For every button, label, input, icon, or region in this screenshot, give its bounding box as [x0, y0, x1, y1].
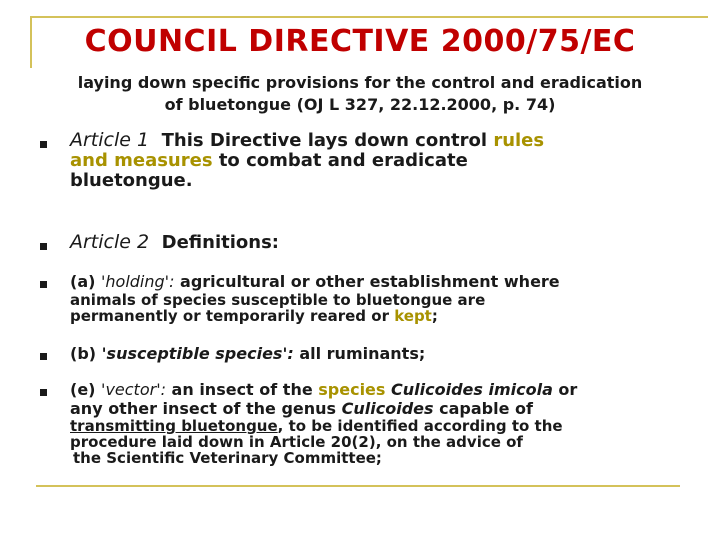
frame-bottom-line [36, 485, 680, 487]
definition-a-line-1 [70, 272, 700, 292]
definition-e-part: , to be identified according to the [277, 417, 563, 435]
definition-a-part: permanently or temporarily reared or [70, 307, 395, 325]
subtitle-line-1: laying down specific provisions for the control and eradication [77, 73, 643, 92]
definition-e-species-name: Culicoides imicola [391, 380, 553, 399]
definition-a-line-3 [70, 308, 700, 324]
page-subtitle [40, 72, 680, 116]
definition-e-line-1 [70, 380, 700, 400]
article-1-text [70, 130, 700, 191]
definition-a-highlight: kept [394, 307, 432, 325]
article-1-highlight: and measures [70, 150, 213, 171]
subtitle-line-2: of bluetongue (OJ L 327, 22.12.2000, p. 74) [164, 95, 556, 114]
definition-b-prefix: (b) [70, 344, 102, 363]
article-1-line-2 [70, 151, 700, 171]
definition-e-part: an insect of the [165, 380, 319, 399]
definition-e-genus-name: Culicoides [341, 399, 434, 418]
definition-b-term: 'susceptible species': [101, 344, 294, 363]
definition-e-line-2 [70, 400, 700, 418]
definition-e-part: transmitting bluetongue [70, 417, 278, 435]
article-2-label: Article 2 [70, 231, 150, 253]
article-1-line-3: bluetongue. [70, 170, 193, 191]
definition-e-term: 'vector': [101, 380, 166, 399]
article-2-text [70, 232, 700, 253]
definition-a-line-2: animals of species susceptible to bluetongue are [70, 291, 486, 309]
definition-e-part: or [552, 380, 578, 399]
article-1-line-1 [70, 130, 700, 151]
definition-e-line-3 [70, 418, 700, 434]
definition-a-term: 'holding': [101, 272, 175, 291]
bullet-icon [40, 389, 47, 396]
definition-a-prefix: (a) [70, 272, 101, 291]
definition-e-text [70, 380, 700, 466]
definition-a-text [70, 272, 700, 324]
article-1-highlight: rules [493, 130, 545, 151]
definition-e-line-5: the Scientific Veterinary Committee; [73, 449, 382, 467]
article-1-label: Article 1 [70, 129, 150, 151]
definition-e-highlight: species [318, 380, 386, 399]
bullet-icon [40, 353, 47, 360]
definition-e-line-4: procedure laid down in Article 20(2), on the advice of [70, 433, 523, 451]
definition-e-prefix: (e) [70, 380, 102, 399]
article-1-part: This Directive lays down control [161, 130, 494, 151]
bullet-icon [40, 281, 47, 288]
page-title: COUNCIL DIRECTIVE 2000/75/EC [84, 24, 636, 59]
definition-a-part: agricultural or other establishment where [174, 272, 560, 291]
bullet-icon [40, 243, 47, 250]
article-2-definitions: Definitions: [161, 232, 279, 253]
article-1-part: to combat and eradicate [212, 150, 468, 171]
bullet-icon [40, 141, 47, 148]
definition-e-part: capable of [433, 399, 533, 418]
definition-b-text [70, 344, 700, 364]
definition-e-part: any other insect of the genus [70, 399, 342, 418]
definition-a-part: ; [431, 307, 438, 325]
frame-top-line [30, 16, 708, 18]
definition-b-part: all ruminants; [293, 344, 426, 363]
